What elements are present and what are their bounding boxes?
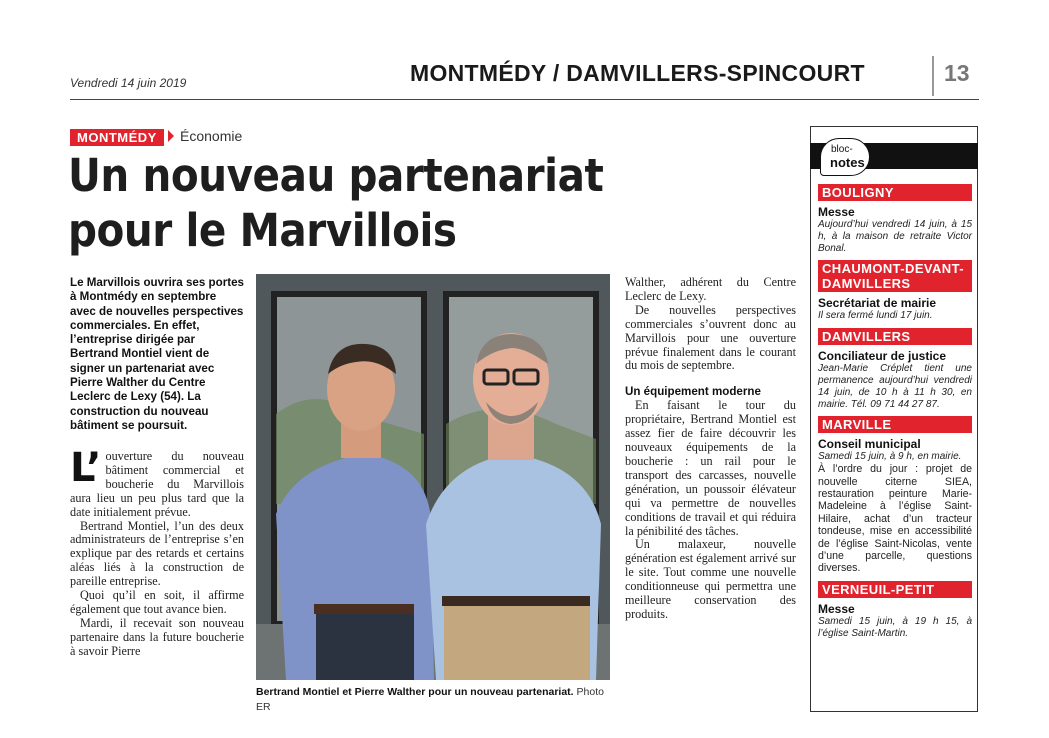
photo-caption — [256, 685, 610, 715]
article-photo — [256, 274, 610, 680]
paragraph: Mardi, il recevait son nouveau partenaire dans la future boucherie à savoir Pierre — [70, 615, 244, 658]
note-text: Samedi 15 juin, à 19 h 15, à l’église Saint-Martin. — [818, 615, 972, 639]
paragraph: Walther, adhérent du Centre Leclerc de Lexy. — [625, 275, 796, 303]
photo-illustration — [256, 274, 610, 680]
article-column-1 — [70, 445, 244, 659]
note-title: Messe — [818, 205, 855, 219]
photo-credit: Photo ER — [256, 686, 604, 713]
bloc-notes-title-small: bloc- — [831, 144, 853, 155]
page-date: Vendredi 14 juin 2019 — [70, 76, 187, 90]
location-badge: CHAUMONT-DEVANT-DAMVILLERS — [818, 260, 972, 292]
header-rule — [70, 99, 979, 100]
paragraph: De nouvelles perspectives commerciales s’ouvrent donc au Marvillois pour une ouverture prévue finalement dans le courant du mois de septembre. — [625, 302, 796, 373]
kicker-badge: MONTMÉDY — [70, 129, 164, 146]
note-title: Conciliateur de justice — [818, 349, 947, 364]
rubric-label: Économie — [180, 128, 243, 144]
location-badge: DAMVILLERS — [818, 328, 972, 345]
section-title: MONTMÉDY / DAMVILLERS-SPINCOURT — [410, 60, 865, 86]
paragraph: Bertrand Montiel, l’un des deux administrateurs de l’entreprise s’en explique par des retards et certains aléas liés à la construction de pareille entreprise. — [70, 518, 244, 589]
note-title: Conseil municipal — [818, 437, 921, 452]
location-badge: MARVILLE — [818, 416, 972, 433]
note-title: Secrétariat de mairie — [818, 296, 937, 311]
headline — [68, 148, 608, 258]
subheading: Un équipement moderne — [625, 385, 761, 399]
page-number: 13 — [944, 60, 970, 86]
location-badge: VERNEUIL-PETIT — [818, 581, 972, 598]
header-separator — [932, 56, 934, 96]
note-title: Messe — [818, 601, 855, 616]
note-text: Samedi 15 juin, à 9 h, en mairie. — [818, 451, 962, 463]
headline-line-2: pour le Marvillois — [68, 204, 457, 257]
paragraph: Quoi qu’il en soit, il affirme également que tout avance bien. — [70, 588, 244, 616]
note-text: Aujourd’hui vendredi 14 juin, à 15 h, à la maison de retraite Victor Bonal. — [818, 219, 972, 254]
bloc-notes-list — [818, 184, 972, 639]
paragraph: ouverture du nouveau bâtiment commercial et boucherie du Marvillois aura lieu un peu plus tard que la date initialement prévue. — [70, 449, 244, 519]
drop-cap: L’ — [70, 445, 102, 491]
paragraph: En faisant le tour du propriétaire, Bertrand Montiel est assez fier de faire découvrir les nouveaux équipements de la boucherie : un rail pour le transport des carcasses, nouvelle génération, un poussoir élévateur qui va permettre de nouvelles conditions de travail et qui réduira la pénibilité des tâches. — [625, 398, 796, 538]
article-lead: Le Marvillois ouvrira ses portes à Montmédy en septembre avec de nouvelles perspectives commerciales. En effet, l’entreprise dirigée par Bertrand Montiel vient de signer un partenariat avec Pierre Walther du Centre Leclerc de Lexy (54). La construction du nouveau bâtiment se poursuit. — [70, 276, 244, 432]
rubric-arrow-icon — [168, 130, 174, 142]
headline-line-1: Un nouveau partenariat — [68, 149, 604, 202]
note-text: À l’ordre du jour : projet de nouvelle citerne SIEA, restauration peinture Marie-Madeleine à l’église Saint-Hilaire, achat d’un tracteur tondeuse, mise en accessibilité de l’église Saint-Nicolas, vente d’une parcelle, questions diverses. — [818, 463, 972, 575]
location-badge: BOULIGNY — [818, 184, 972, 201]
caption-text: Bertrand Montiel et Pierre Walther pour un nouveau partenariat. — [256, 686, 574, 698]
note-text: Il sera fermé lundi 17 juin. — [818, 310, 933, 322]
paragraph: Un malaxeur, nouvelle génération est également arrivé sur le site. Tout comme une nouvelle conditionneuse qui permettra une meilleure conservation des produits. — [625, 537, 796, 621]
bloc-notes-title: notes — [830, 155, 865, 170]
article-column-3 — [625, 276, 796, 622]
note-text: Jean-Marie Créplet tient une permanence aujourd’hui vendredi 14 juin, de 10 h à 11 h 30, en mairie. Tél. 09 71 44 27 87. — [818, 363, 972, 410]
